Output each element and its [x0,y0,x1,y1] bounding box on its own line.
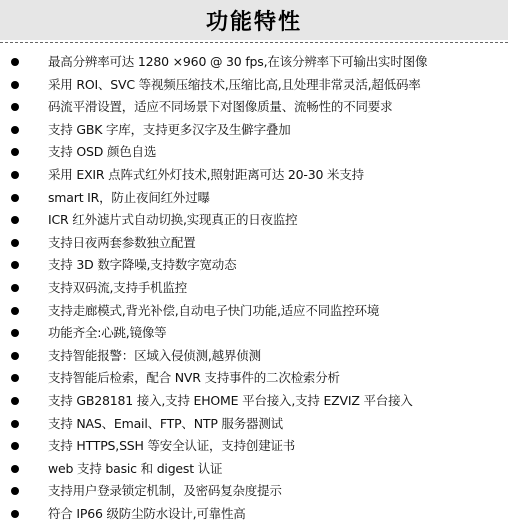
bullet-icon [11,487,19,495]
bullet-icon [11,171,19,179]
list-item [0,141,508,164]
list-item [0,232,508,255]
feature-text: 功能齐全:心跳,镜像等 [48,325,167,341]
feature-text: 支持 HTTPS,SSH 等安全认证，支持创建证书 [48,438,296,454]
bullet-icon [11,284,19,292]
list-item [0,96,508,119]
bullet-icon [11,307,19,315]
bullet-icon [11,216,19,224]
feature-text: 支持 GBK 字库，支持更多汉字及生僻字叠加 [48,121,291,137]
bullet-icon [11,58,19,66]
list-item [0,413,508,436]
page-title: 功能特性 [205,9,302,35]
bullet-icon [11,442,19,450]
feature-text: 支持智能后检索，配合 NVR 支持事件的二次检索分析 [48,370,340,386]
list-item [0,254,508,277]
feature-text: 最高分辨率可达 1280 ×960 @ 30 fps,在该分辨率下可输出实时图像 [48,54,428,69]
bullet-icon [11,374,19,382]
feature-text: 支持双码流,支持手机监控 [48,279,188,295]
feature-text: 采用 EXIR 点阵式红外灯技术,照射距离可达 20-30 米支持 [48,166,364,182]
feature-text: 码流平滑设置，适应不同场景下对图像质量、流畅性的不同要求 [48,99,393,115]
list-item [0,187,508,210]
feature-text: 支持 GB28181 接入,支持 EHOME 平台接入,支持 EZVIZ 平台接入 [48,392,413,408]
feature-text: web 支持 basic 和 digest 认证 [48,460,223,476]
bullet-icon [11,329,19,337]
feature-text: 支持智能报警：区域入侵侦测,越界侦测 [48,347,261,363]
feature-text: 支持 OSD 颜色自选 [48,144,157,160]
list-item [0,164,508,187]
list-item [0,480,508,503]
list-item [0,51,508,74]
bullet-icon [11,239,19,247]
feature-text: 支持用户登录锁定机制，及密码复杂度提示 [48,483,282,499]
bullet-icon [11,261,19,269]
feature-text: 支持日夜两套参数独立配置 [48,234,196,250]
list-item [0,74,508,97]
bullet-icon [11,510,19,518]
dashed-divider [0,42,508,43]
list-item [0,322,508,345]
feature-text: 采用 ROI、SVC 等视频压缩技术,压缩比高,且处理非常灵活,超低码率 [48,76,421,92]
feature-text: smart IR，防止夜间红外过曝 [48,189,210,205]
list-item [0,390,508,413]
bullet-icon [11,126,19,134]
bullet-icon [11,81,19,89]
list-item [0,503,508,525]
bullet-icon [11,420,19,428]
bullet-icon [11,465,19,473]
bullet-icon [11,397,19,405]
feature-text: 支持走廊模式,背光补偿,自动电子快门功能,适应不同监控环境 [48,302,380,318]
bullet-icon [11,352,19,360]
list-item [0,209,508,232]
list-item [0,367,508,390]
title-banner [0,0,508,40]
list-item [0,119,508,142]
bullet-icon [11,148,19,156]
list-item [0,458,508,481]
list-item [0,277,508,300]
bullet-icon [11,103,19,111]
feature-list [0,51,508,525]
list-item [0,345,508,368]
feature-text: 支持 3D 数字降噪,支持数字宽动态 [48,257,237,273]
feature-text: ICR 红外滤片式自动切换,实现真正的日夜监控 [48,212,298,228]
list-item [0,435,508,458]
list-item [0,300,508,323]
feature-text: 符合 IP66 级防尘防水设计,可靠性高 [48,505,246,521]
bullet-icon [11,194,19,202]
feature-text: 支持 NAS、Email、FTP、NTP 服务器测试 [48,415,283,431]
